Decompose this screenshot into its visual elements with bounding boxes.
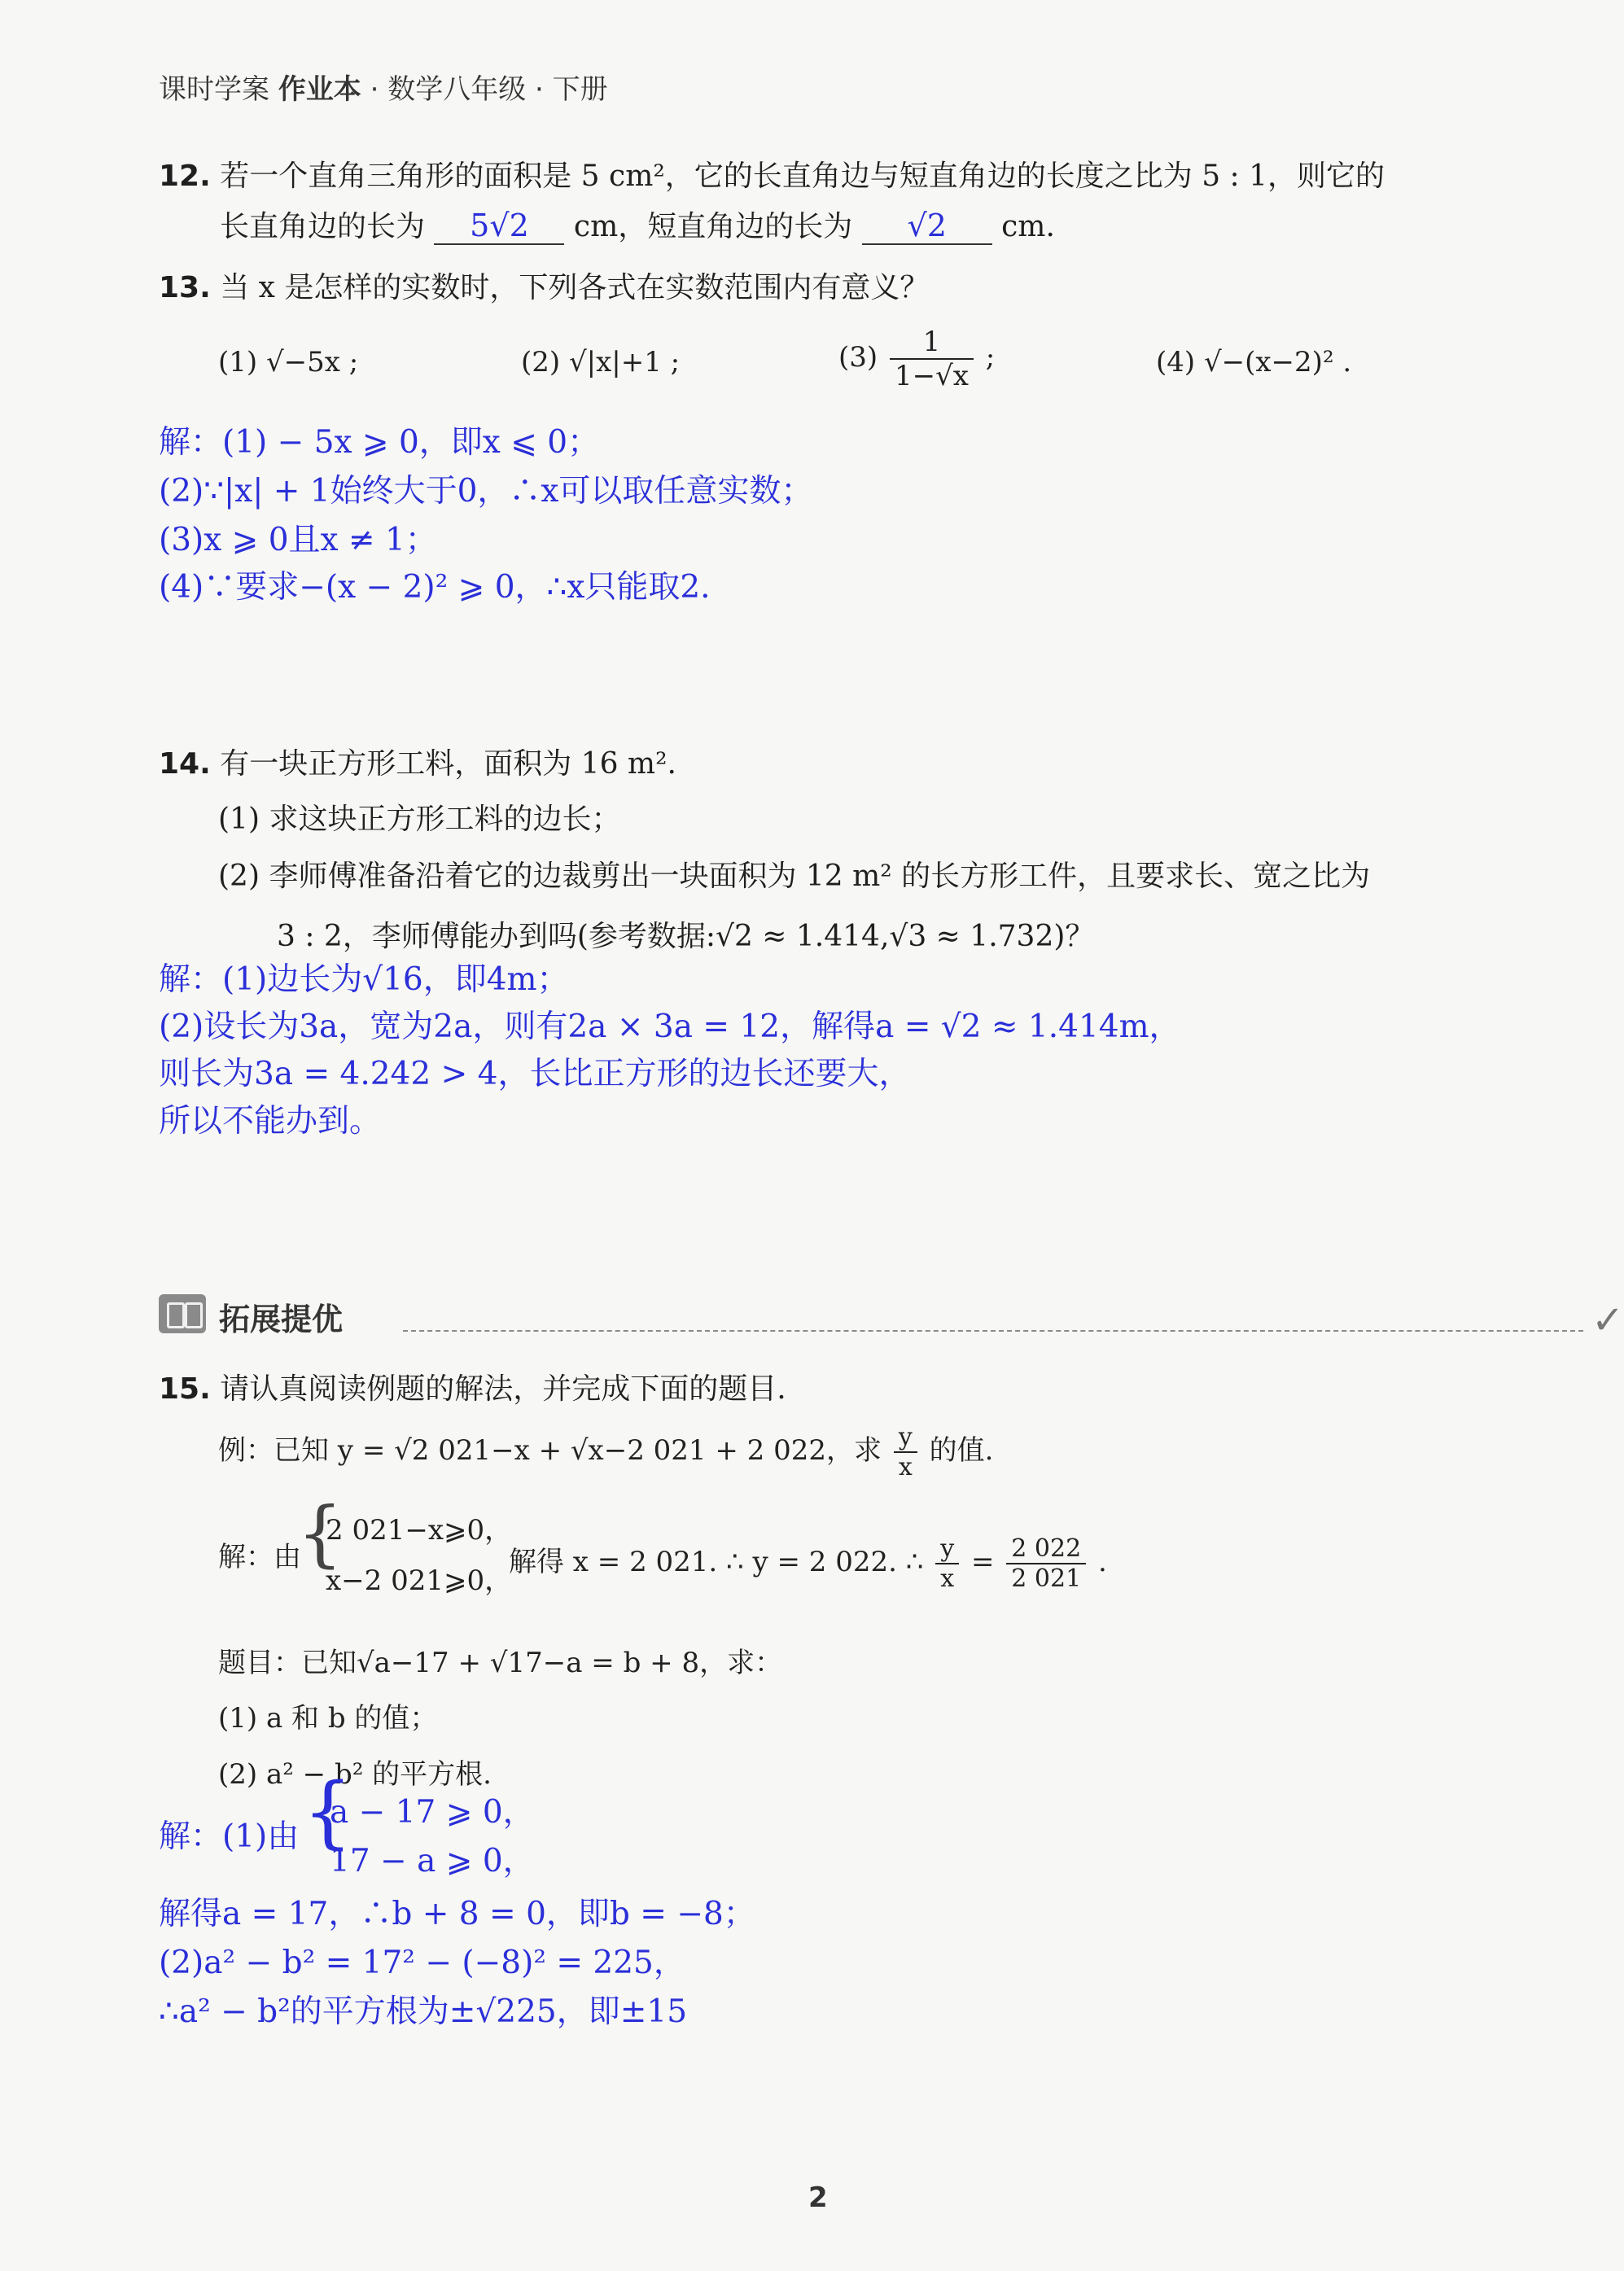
q13-answer-3: (3)x ⩾ 0且x ≠ 1； (159, 522, 437, 558)
q15-answer-prefix: 解：(1)由 (159, 1818, 300, 1855)
q13-item-2: (2) √|x|+1 ; (521, 346, 681, 378)
q15-answer-2: (2)a² − b² = 17² − (−8)² = 225， (159, 1945, 685, 1981)
q14-sub-2a: (2) 李师傅准备沿着它的边裁剪出一块面积为 12 m² 的长方形工件，且要求长、宽之比为 (218, 860, 1371, 893)
q15-task-1: (1) a 和 b 的值； (218, 1702, 438, 1735)
q12-line2 (220, 203, 1055, 245)
q15-task-2: (2) a² − b² 的平方根. (218, 1758, 492, 1791)
q13-item-4: (4) √−(x−2)² . (1156, 346, 1352, 378)
q12-line1 (159, 153, 1385, 195)
q15-example-yx-num: y (935, 1534, 959, 1564)
q13-answer-2: (2)∵|x| + 1始终大于0，∴x可以取任意实数； (159, 473, 813, 510)
q15-example-yx-den: x (940, 1564, 955, 1593)
q15-example-frac-num: y (894, 1423, 917, 1453)
q15-example-tail: 的值. (929, 1434, 994, 1467)
q14-sub-2b: 3 : 2，李师傅能办到吗(参考数据:√2 ≈ 1.414,√3 ≈ 1.732)？ (277, 920, 1095, 953)
q15-stem (159, 1366, 786, 1407)
q13-number: 13. (159, 271, 211, 304)
q14-sub-1: (1) 求这块正方形工料的边长； (218, 803, 621, 836)
q15-example-equals: = (970, 1546, 995, 1578)
section-divider (403, 1330, 1583, 1332)
q13-text: 当 x 是怎样的实数时，下列各式在实数范围内有意义？ (220, 271, 930, 304)
q15-answer-1: 解得a = 17，∴b + 8 = 0，即b = −8； (159, 1896, 755, 1932)
page-header (159, 67, 608, 107)
q15-example-solution-prefix: 解：由 (218, 1541, 301, 1573)
q14-stem (159, 741, 676, 782)
q15-answer-cond-2: 17 − a ⩾ 0， (330, 1843, 535, 1879)
q15-example (218, 1423, 993, 1481)
q15-example-brace: { (297, 1491, 343, 1575)
q14-answer-4: 所以不能办到。 (159, 1103, 382, 1140)
section-title: 拓展提优 (219, 1302, 344, 1337)
page-number: 2 (808, 2181, 828, 2214)
q15-number: 15. (159, 1372, 211, 1406)
q13-item-3-numerator: 1 (890, 326, 974, 360)
q14-answer-1: 解：(1)边长为√16，即4m； (159, 961, 569, 998)
q15-example-value (1006, 1534, 1086, 1593)
q13-item-3-label: (3) (838, 341, 878, 374)
q15-example-text: 例：已知 y = √2 021−x + √x−2 021 + 2 022，求 (218, 1434, 882, 1467)
q15-example-period: . (1097, 1546, 1107, 1578)
q12-blank-long-leg: 5√2 (434, 208, 564, 245)
q15-example-result (509, 1534, 1107, 1593)
q12-unit-1: cm，短直角边的长为 (573, 210, 853, 243)
q12-text-line1: 若一个直角三角形的面积是 5 cm²，它的长直角边与短直角边的长度之比为 5 : 1，则它的 (220, 160, 1385, 193)
header-subject: · 数学八年级 · 下册 (370, 73, 608, 106)
q15-example-fraction (894, 1423, 917, 1481)
q15-text: 请认真阅读例题的解法，并完成下面的题目. (220, 1372, 786, 1406)
q13-stem (159, 265, 929, 306)
q12-number: 12. (159, 160, 211, 193)
q13-item-3 (838, 326, 995, 392)
q14-answer-3: 则长为3a = 4.242 > 4，长比正方形的边长还要大， (159, 1056, 911, 1092)
q12-blank-short-leg: √2 (862, 208, 992, 245)
q15-example-cond-2: x−2 021⩾0， (326, 1564, 513, 1597)
q15-answer-cond-1: a − 17 ⩾ 0， (330, 1794, 535, 1831)
q13-item-1: (1) √−5x ; (218, 346, 359, 378)
q15-example-result-text: 解得 x = 2 021. ∴ y = 2 022. ∴ (509, 1546, 924, 1578)
q15-answer-3: ∴a² − b²的平方根为±√225，即±15 (159, 1993, 688, 2030)
section-header (159, 1294, 1624, 1343)
q15-answer-brace: { (303, 1766, 353, 1857)
q15-example-yx (935, 1534, 959, 1593)
q13-item-3-fraction (890, 326, 974, 392)
q14-answer-2: (2)设长为3a，宽为2a，则有2a × 3a = 12，解得a = √2 ≈ 1.414m， (159, 1009, 1181, 1045)
q15-example-cond-1: 2 021−x⩾0， (326, 1514, 513, 1547)
q14-number: 14. (159, 747, 211, 781)
q13-answer-4: (4)∵要求−(x − 2)² ⩾ 0，∴x只能取2. (159, 569, 711, 606)
q15-example-value-den: 2 021 (1011, 1564, 1082, 1593)
q13-answer-1: 解：(1) − 5x ⩾ 0，即x ⩽ 0； (159, 424, 600, 461)
q13-item-3-denominator: 1−√x (894, 360, 969, 392)
q12-unit-2: cm. (1001, 210, 1055, 243)
q15-task: 题目：已知√a−17 + √17−a = b + 8，求： (218, 1647, 783, 1679)
checkmark-icon: ✓ (1591, 1297, 1624, 1343)
q15-example-value-num: 2 022 (1006, 1534, 1086, 1564)
q14-text: 有一块正方形工料，面积为 16 m². (220, 747, 676, 781)
q12-text-line2: 长直角边的长为 (220, 210, 426, 243)
header-book: 作业本 (278, 73, 361, 106)
q13-item-3-semicolon: ; (985, 341, 996, 374)
header-brand: 课时学案 (159, 73, 269, 106)
q15-example-frac-den: x (898, 1453, 913, 1481)
book-icon (159, 1294, 206, 1333)
